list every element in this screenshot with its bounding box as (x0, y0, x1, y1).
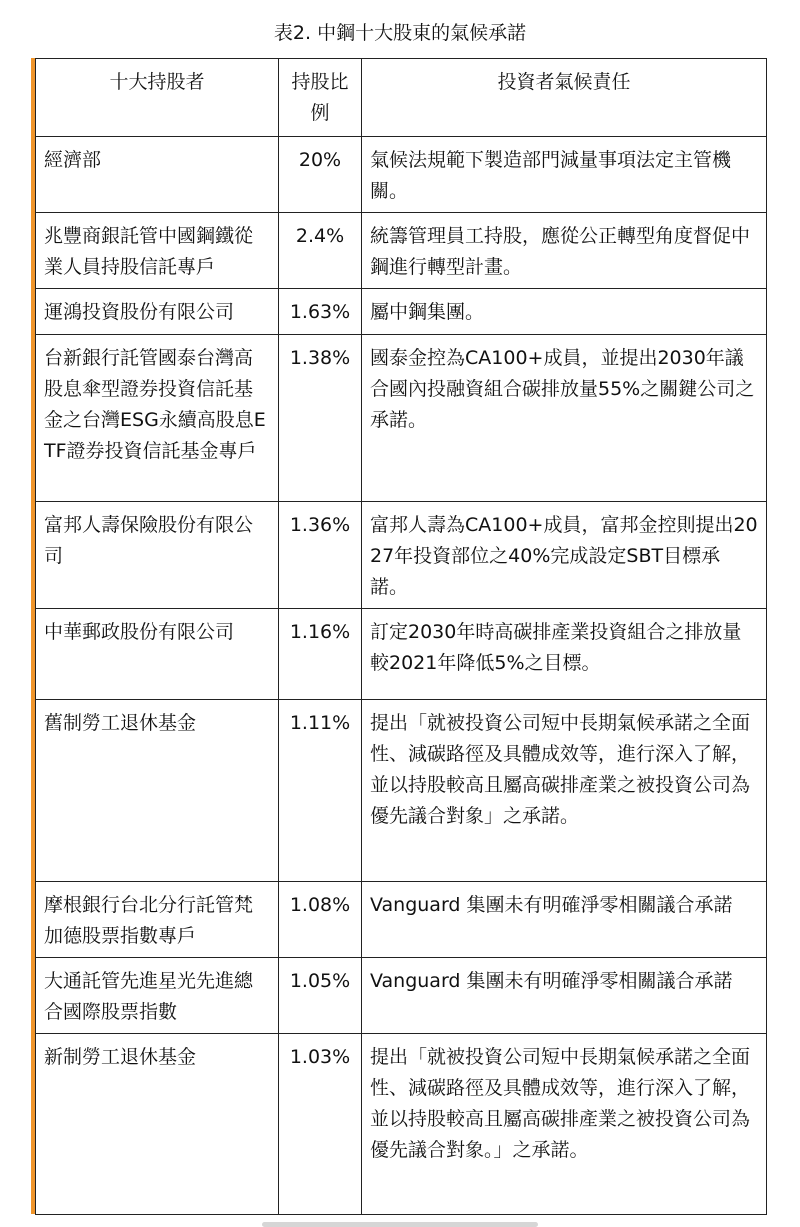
commitment-cell: 提出「就被投資公司短中長期氣候承諾之全面性、減碳路徑及具體成效等，進行深入了解，並以持股較高且屬高碳排產業之被投資公司為優先議合對象」之承諾。 (362, 700, 767, 882)
table-row (36, 700, 767, 882)
table-row (36, 882, 767, 958)
share-cell: 1.16% (279, 609, 362, 700)
commitment-cell: Vanguard 集團未有明確淨零相關議合承諾 (362, 882, 767, 958)
commitment-cell: 氣候法規範下製造部門減量事項法定主管機關。 (362, 137, 767, 213)
share-cell: 1.03% (279, 1034, 362, 1215)
share-cell: 1.11% (279, 700, 362, 882)
table-row (36, 289, 767, 335)
commitment-cell: 國泰金控為CA100+成員，並提出2030年議合國內投融資組合碳排放量55%之關鍵公司之承諾。 (362, 335, 767, 502)
table-row (36, 213, 767, 289)
commitment-cell: 統籌管理員工持股，應從公正轉型角度督促中鋼進行轉型計畫。 (362, 213, 767, 289)
holder-cell: 富邦人壽保險股份有限公司 (36, 502, 279, 609)
commitment-cell: 提出「就被投資公司短中長期氣候承諾之全面性、減碳路徑及具體成效等，進行深入了解，並以持股較高且屬高碳排產業之被投資公司為優先議合對象。」之承諾。 (362, 1034, 767, 1215)
share-cell: 1.63% (279, 289, 362, 335)
header-share: 持股比例 (279, 59, 362, 137)
table-row (36, 958, 767, 1034)
holder-cell: 大通託管先進星光先進總合國際股票指數 (36, 958, 279, 1034)
horizontal-scrollbar[interactable] (262, 1222, 538, 1227)
commitment-cell: 訂定2030年時高碳排產業投資組合之排放量較2021年降低5%之目標。 (362, 609, 767, 700)
holder-cell: 兆豐商銀託管中國鋼鐵從業人員持股信託專戶 (36, 213, 279, 289)
header-holder: 十大持股者 (36, 59, 279, 137)
commitment-cell: 屬中鋼集團。 (362, 289, 767, 335)
header-commitment: 投資者氣候責任 (362, 59, 767, 137)
table-header-row (36, 59, 767, 137)
table-caption: 表2. 中鋼十大股東的氣候承諾 (273, 22, 527, 44)
holder-cell: 台新銀行託管國泰台灣高股息傘型證券投資信託基金之台灣ESG永續高股息ETF證券投資信託基金專戶 (36, 335, 279, 502)
share-cell: 20% (279, 137, 362, 213)
table-row (36, 335, 767, 502)
holder-cell: 新制勞工退休基金 (36, 1034, 279, 1215)
commitment-cell: 富邦人壽為CA100+成員，富邦金控則提出2027年投資部位之40%完成設定SBT目標承諾。 (362, 502, 767, 609)
holder-cell: 舊制勞工退休基金 (36, 700, 279, 882)
holder-cell: 中華郵政股份有限公司 (36, 609, 279, 700)
table-row (36, 502, 767, 609)
shareholder-climate-table (35, 58, 767, 1215)
share-cell: 1.38% (279, 335, 362, 502)
holder-cell: 摩根銀行台北分行託管梵加德股票指數專戶 (36, 882, 279, 958)
share-cell: 1.08% (279, 882, 362, 958)
share-cell: 1.05% (279, 958, 362, 1034)
table-row (36, 1034, 767, 1215)
table-row (36, 137, 767, 213)
table-row (36, 609, 767, 700)
share-cell: 1.36% (279, 502, 362, 609)
share-cell: 2.4% (279, 213, 362, 289)
holder-cell: 經濟部 (36, 137, 279, 213)
commitment-cell: Vanguard 集團未有明確淨零相關議合承諾 (362, 958, 767, 1034)
holder-cell: 運鴻投資股份有限公司 (36, 289, 279, 335)
